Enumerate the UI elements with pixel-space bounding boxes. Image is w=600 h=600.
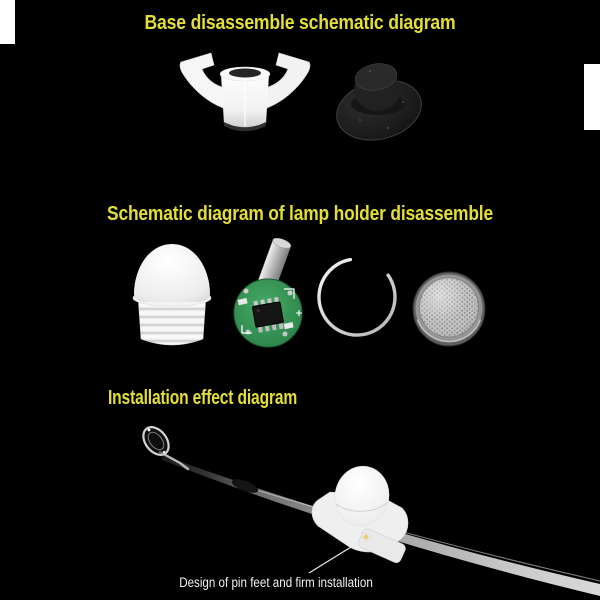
right-wing (265, 53, 310, 108)
installation-caption: Design of pin feet and firm installation (179, 575, 373, 590)
solder-pad (288, 291, 293, 296)
annotation-pointer-line (309, 539, 364, 573)
section-title-lamp-holder-disassemble: Schematic diagram of lamp holder disassemble (107, 203, 493, 225)
white-base-clip-photo (175, 48, 315, 140)
rod-top-glint (250, 488, 600, 581)
top-opening (229, 69, 261, 78)
solder-pad (246, 330, 251, 335)
c-ring (319, 260, 395, 335)
button-cell-battery-photo (411, 270, 487, 348)
bite-alarm-device (312, 462, 408, 564)
page-corner-artifact-right (584, 64, 600, 130)
speckle (369, 70, 371, 72)
solder-pad (283, 332, 288, 337)
led-circuit-board-photo (222, 233, 314, 349)
section-title-base-disassemble: Base disassemble schematic diagram (144, 12, 456, 34)
speckle (402, 101, 404, 103)
solder-pad (244, 289, 249, 294)
speckle (387, 127, 389, 129)
left-wing (180, 53, 225, 108)
metal-c-ring-photo (314, 252, 400, 342)
black-rubber-cap-photo (330, 50, 430, 152)
page-corner-artifact-left (0, 0, 15, 44)
section-title-installation-effect: Installation effect diagram (108, 387, 298, 409)
white-dome-cover-photo (124, 236, 220, 348)
installation-photo (0, 400, 600, 600)
battery-shine (420, 278, 479, 337)
speckle (359, 119, 361, 121)
dome (134, 244, 210, 302)
tip-guide-ring (138, 422, 188, 469)
